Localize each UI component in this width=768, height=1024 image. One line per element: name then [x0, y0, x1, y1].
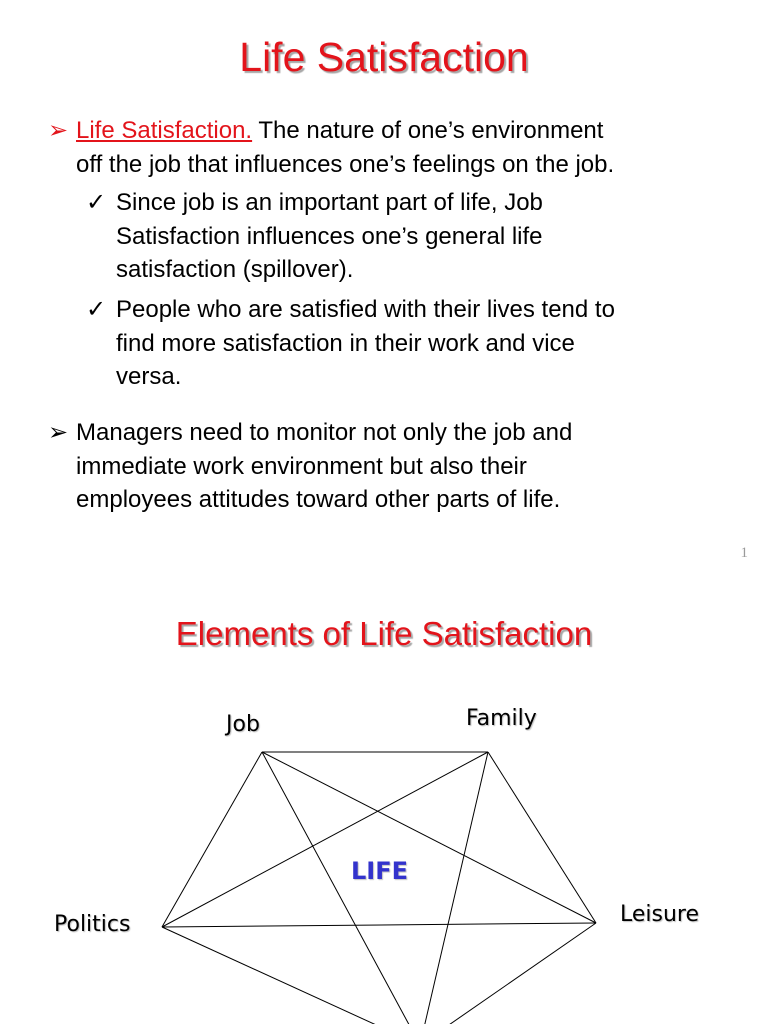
arrow-right-icon: ➢ [48, 117, 69, 144]
arrow-right-icon: ➢ [48, 419, 69, 446]
bullet-life-satisfaction [48, 114, 748, 181]
sub-bullet-spillover [86, 186, 726, 287]
center-label-life: LIFE [351, 857, 409, 885]
node-label-politics: Politics [54, 912, 131, 937]
diagram-diagonal [162, 923, 596, 927]
bullet-text: Managers need to monitor not only the job and [76, 419, 573, 446]
diagram-diagonal [420, 752, 488, 1024]
diagram-edge [162, 927, 420, 1024]
sub-bullet-text: versa. [116, 363, 182, 390]
bullet-managers [48, 416, 748, 517]
life-elements-diagram [0, 575, 768, 1024]
diagram-edge [162, 752, 262, 927]
term-highlight: Life Satisfaction. [76, 117, 253, 144]
node-label-family: Family [466, 706, 537, 731]
node-label-job: Job [226, 712, 260, 737]
diagram-edge [488, 752, 596, 923]
bullet-text: off the job that influences one’s feelings on the job. [76, 150, 615, 178]
checkmark-icon: ✓ [86, 189, 107, 216]
sub-bullet-vice-versa [86, 293, 726, 394]
sub-bullet-text: Since job is an important part of life, Job [116, 189, 543, 216]
sub-bullet-text: satisfaction (spillover). [116, 256, 354, 283]
slide-title: Life Satisfaction [239, 34, 529, 80]
sub-bullet-text: find more satisfaction in their work and vice [116, 329, 575, 357]
slide-2 [0, 575, 768, 1024]
bullet-text: The nature of one’s environment [252, 117, 604, 144]
diagram-edge [420, 923, 596, 1024]
sub-bullet-text: Satisfaction influences one’s general life [116, 222, 543, 250]
slide-title: Elements of Life Satisfaction [175, 615, 593, 652]
bullet-text: immediate work environment but also their [76, 452, 527, 480]
bullet-text: employees attitudes toward other parts of life. [76, 486, 561, 513]
page-number: 1 [740, 545, 748, 561]
diagram-diagonal [262, 752, 596, 923]
sub-bullet-text: People who are satisfied with their lives tend to [116, 296, 615, 323]
checkmark-icon: ✓ [86, 296, 107, 323]
node-label-leisure: Leisure [620, 902, 700, 927]
diagram-diagonal [162, 752, 488, 927]
